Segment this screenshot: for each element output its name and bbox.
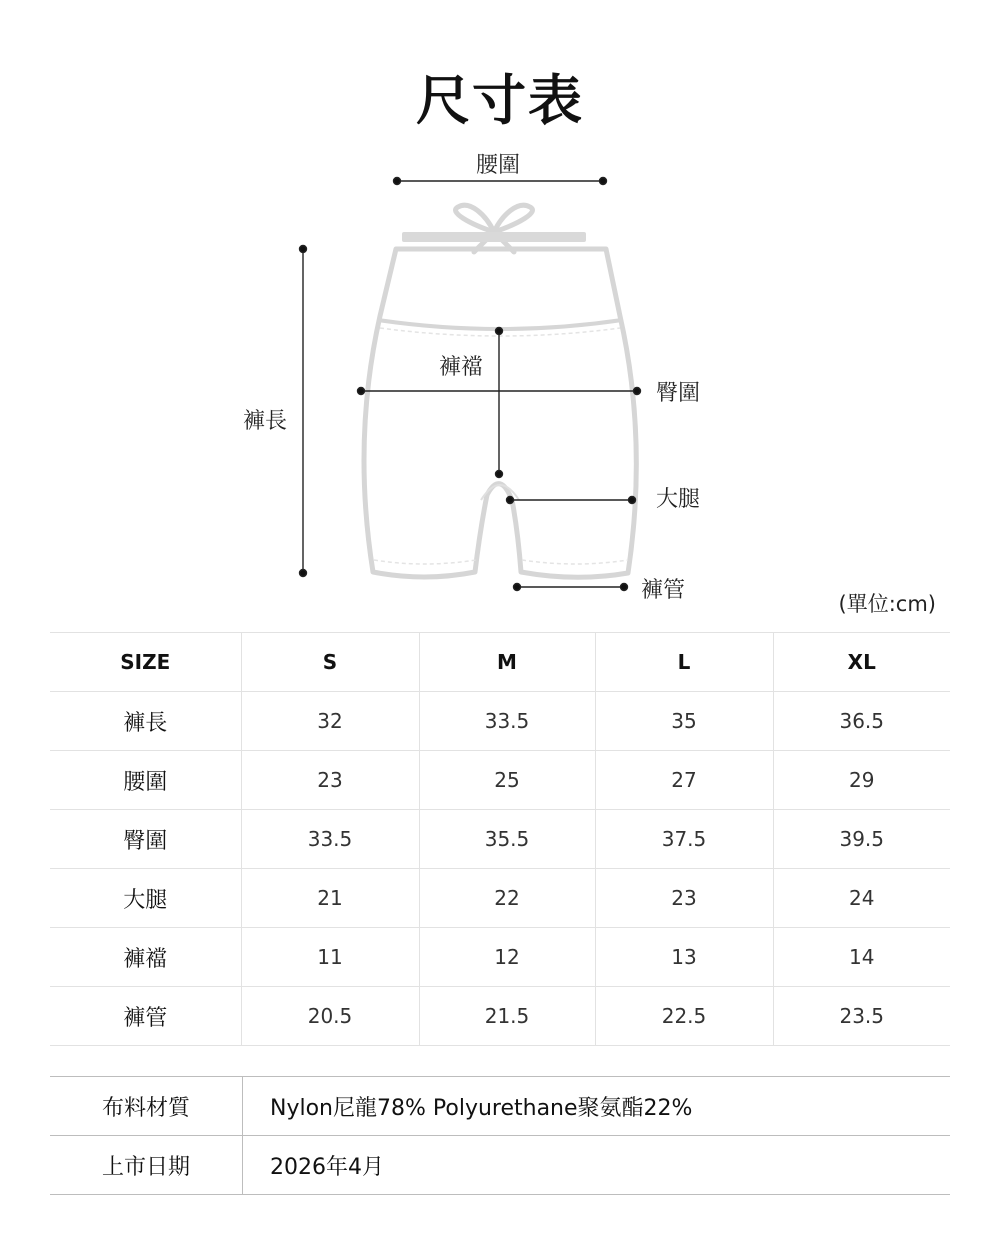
table-cell: 27	[595, 751, 773, 810]
drawstring-bow-icon	[456, 205, 533, 252]
table-cell: 20.5	[241, 987, 419, 1046]
waist-label: 腰圍	[476, 153, 521, 178]
table-cell: 22.5	[595, 987, 773, 1046]
table-cell: 32	[241, 692, 419, 751]
table-cell: 33.5	[419, 692, 595, 751]
row-label: 大腿	[50, 869, 241, 928]
table-row	[50, 928, 950, 987]
table-cell: 23	[595, 869, 773, 928]
table-cell: 37.5	[595, 810, 773, 869]
table-row	[50, 692, 950, 751]
table-cell: 21	[241, 869, 419, 928]
table-cell: 13	[595, 928, 773, 987]
table-row	[50, 810, 950, 869]
shorts-outline	[364, 249, 636, 577]
info-row-material	[50, 1077, 950, 1136]
table-cell: 35.5	[419, 810, 595, 869]
hip-label: 臀圍	[656, 381, 701, 406]
table-cell: 21.5	[419, 987, 595, 1046]
table-cell: 23	[241, 751, 419, 810]
page-title: 尺寸表	[416, 69, 584, 132]
thigh-label: 大腿	[656, 487, 701, 512]
size-s-header: S	[241, 633, 419, 692]
table-cell: 11	[241, 928, 419, 987]
size-xl-header: XL	[773, 633, 950, 692]
table-row	[50, 987, 950, 1046]
row-label: 褲長	[50, 692, 241, 751]
size-m-header: M	[419, 633, 595, 692]
size-l-header: L	[595, 633, 773, 692]
shorts-illustration	[0, 140, 1000, 620]
material-value: Nylon尼龍78% Polyurethane聚氨酯22%	[243, 1077, 951, 1136]
release-date-value: 2026年4月	[243, 1136, 951, 1195]
table-cell: 12	[419, 928, 595, 987]
row-label: 臀圍	[50, 810, 241, 869]
unit-note: (單位:cm)	[838, 592, 936, 616]
shorts-measurement-diagram	[0, 140, 1000, 620]
table-cell: 23.5	[773, 987, 950, 1046]
table-cell: 36.5	[773, 692, 950, 751]
rise-label: 褲襠	[439, 355, 484, 380]
table-cell: 35	[595, 692, 773, 751]
size-column-header: SIZE	[50, 633, 241, 692]
hem-label: 褲管	[641, 578, 686, 603]
waistband-strip	[402, 232, 586, 242]
row-label: 褲襠	[50, 928, 241, 987]
table-cell: 22	[419, 869, 595, 928]
material-label: 布料材質	[50, 1077, 243, 1136]
row-label: 褲管	[50, 987, 241, 1046]
length-label: 褲長	[243, 409, 288, 434]
table-row	[50, 751, 950, 810]
product-info-table	[50, 1076, 950, 1195]
release-date-label: 上市日期	[50, 1136, 243, 1195]
row-label: 腰圍	[50, 751, 241, 810]
table-cell: 29	[773, 751, 950, 810]
info-row-release-date	[50, 1136, 950, 1195]
table-cell: 14	[773, 928, 950, 987]
table-cell: 33.5	[241, 810, 419, 869]
table-cell: 25	[419, 751, 595, 810]
size-table	[50, 632, 950, 1046]
table-cell: 39.5	[773, 810, 950, 869]
size-header-row	[50, 633, 950, 692]
table-cell: 24	[773, 869, 950, 928]
table-row	[50, 869, 950, 928]
